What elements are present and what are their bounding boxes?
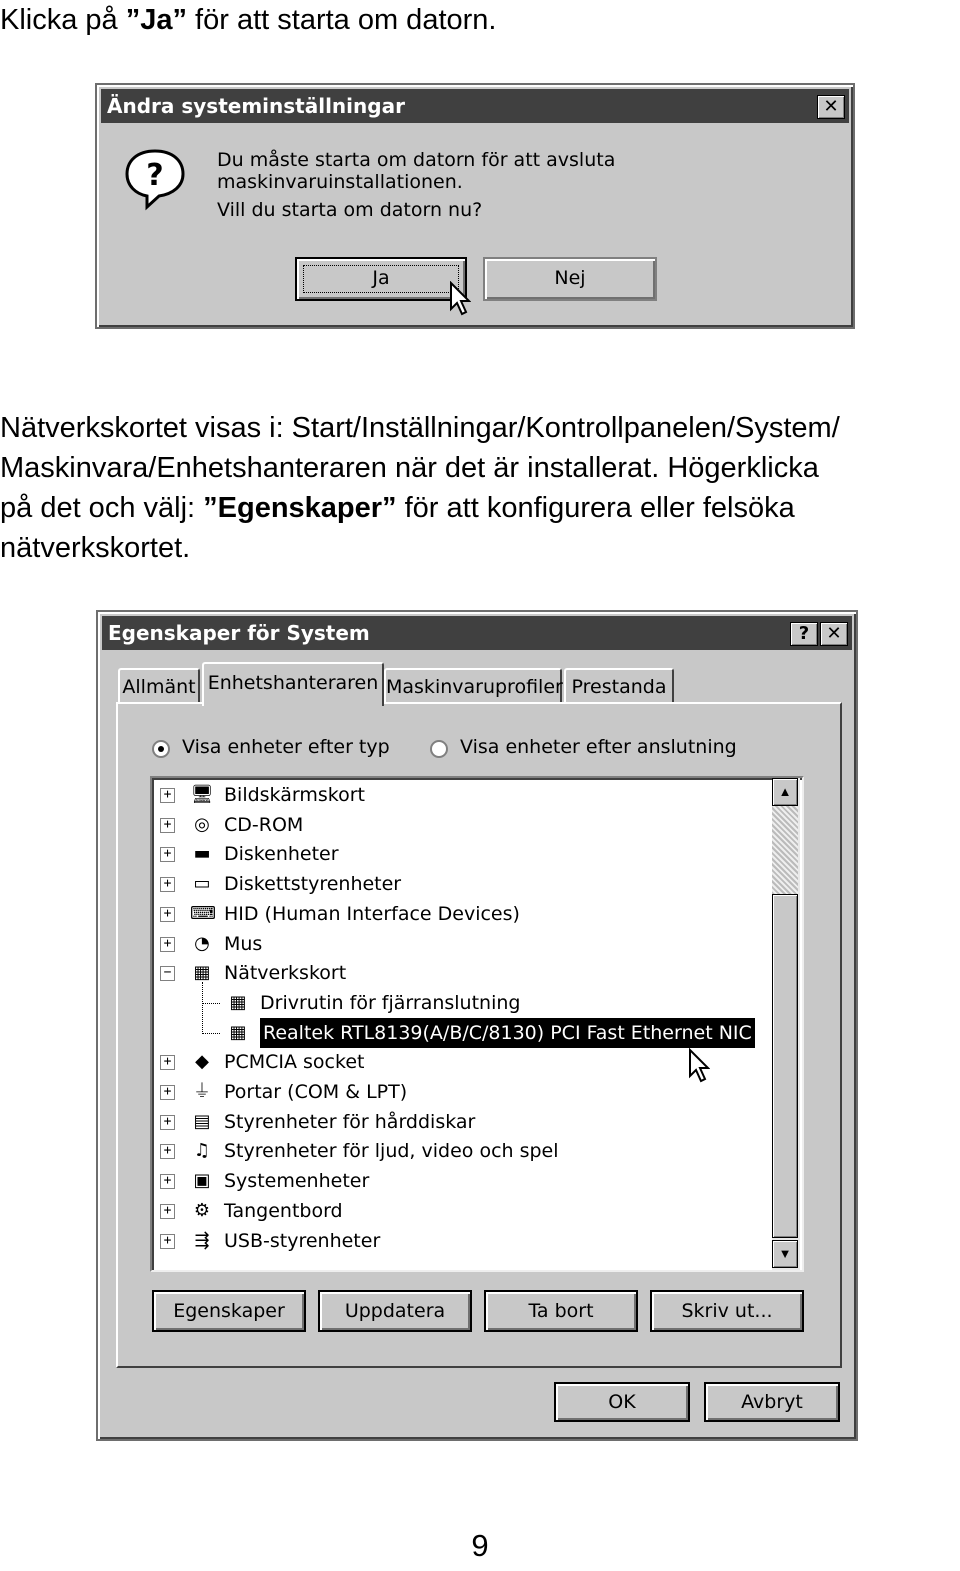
device-tree-scrollbar[interactable] xyxy=(772,778,800,1270)
expand-icon[interactable]: + xyxy=(160,1115,175,1130)
tree-item-label: Realtek RTL8139(A/B/C/8130) PCI Fast Ethernet NIC xyxy=(260,1018,755,1048)
tree-item[interactable] xyxy=(152,958,772,988)
restart-question: Vill du starta om datorn nu? xyxy=(217,199,483,221)
paragraph-line-4: nätverkskortet. xyxy=(0,532,191,564)
scroll-thumb[interactable] xyxy=(772,894,798,1238)
tree-item-label: PCMCIA socket xyxy=(224,1051,365,1074)
floppy-controller-icon: ▭ xyxy=(193,873,211,895)
radio-view-by-type-label: Visa enheter efter typ xyxy=(182,736,390,758)
tree-item[interactable] xyxy=(152,780,772,810)
expand-icon[interactable]: + xyxy=(160,1055,175,1070)
tree-item-label: USB-styrenheter xyxy=(224,1229,381,1252)
help-icon[interactable]: ? xyxy=(790,622,818,646)
paragraph-line-1: Nätverkskortet visas i: Start/Inställningar/Kontrollpanelen/System/ xyxy=(0,412,840,444)
tree-item[interactable] xyxy=(152,929,772,959)
expand-icon[interactable]: + xyxy=(160,788,175,803)
tree-item-label: Nätverkskort xyxy=(224,962,347,985)
update-button[interactable]: Uppdatera xyxy=(318,1290,472,1332)
mouse-cursor-icon xyxy=(449,281,471,317)
ok-button[interactable]: OK xyxy=(554,1382,690,1422)
expand-icon[interactable]: + xyxy=(160,937,175,952)
tree-item[interactable] xyxy=(152,1196,772,1226)
scroll-down-icon[interactable]: ▼ xyxy=(772,1240,798,1268)
restart-message: Du måste starta om datorn för att avsluta maskinvaruinstallationen. xyxy=(217,149,616,193)
mouse-cursor-icon xyxy=(688,1048,710,1084)
tree-item[interactable] xyxy=(152,899,772,929)
system-properties-title: Egenskaper för System xyxy=(108,621,370,645)
mouse-icon: ◔ xyxy=(194,932,210,954)
port-icon: ⏚ xyxy=(193,1081,211,1102)
tree-item-label: Drivrutin för fjärranslutning xyxy=(260,991,521,1014)
tree-item[interactable] xyxy=(152,1226,772,1256)
tree-connector-line xyxy=(202,1003,220,1004)
tab-allmant[interactable]: Allmänt xyxy=(118,668,200,704)
paragraph-line-2: Maskinvara/Enhetshanteraren när det är installerat. Högerklicka xyxy=(0,452,819,484)
tab-maskinvaruprofiler[interactable]: Maskinvaruprofiler xyxy=(384,668,562,704)
tree-connector-line xyxy=(202,982,203,1033)
network-card-icon: ▦ xyxy=(229,991,247,1013)
tree-item[interactable] xyxy=(152,988,772,1018)
expand-icon[interactable]: + xyxy=(160,1144,175,1159)
usb-icon: ⇶ xyxy=(194,1229,210,1251)
collapse-icon[interactable]: − xyxy=(160,966,175,981)
tree-item[interactable] xyxy=(152,1166,772,1196)
restart-dialog xyxy=(95,83,855,329)
keyboard-icon: ⚙ xyxy=(193,1199,211,1221)
system-properties-titlebar xyxy=(102,616,852,650)
close-icon[interactable]: ✕ xyxy=(817,95,845,119)
tree-item-selected[interactable] xyxy=(152,1018,772,1048)
tree-item-label: Mus xyxy=(224,932,263,955)
tree-item-label: Bildskärmskort xyxy=(224,784,365,806)
tab-enhetshanteraren[interactable]: Enhetshanteraren xyxy=(202,662,384,706)
tree-item[interactable] xyxy=(152,1107,772,1137)
intro-text: Klicka på ”Ja” för att starta om datorn. xyxy=(0,4,497,36)
tree-item-label: Systemenheter xyxy=(224,1170,370,1193)
expand-icon[interactable]: + xyxy=(160,847,175,862)
expand-icon[interactable]: + xyxy=(160,1085,175,1100)
svg-text:?: ? xyxy=(146,158,164,193)
restart-dialog-titlebar xyxy=(101,89,849,123)
tree-item-label: Portar (COM & LPT) xyxy=(224,1081,408,1103)
radio-view-by-connection-label: Visa enheter efter anslutning xyxy=(460,736,737,758)
tree-item-label: CD-ROM xyxy=(224,813,304,836)
tree-item[interactable] xyxy=(152,810,772,840)
restart-dialog-title: Ändra systeminställningar xyxy=(107,94,405,118)
tree-item[interactable] xyxy=(152,1136,772,1166)
radio-view-by-type[interactable] xyxy=(152,740,170,758)
hid-icon: ⌨ xyxy=(190,902,216,924)
expand-icon[interactable]: + xyxy=(160,1204,175,1219)
cdrom-icon: ◎ xyxy=(194,813,210,835)
system-device-icon: ▣ xyxy=(193,1170,211,1192)
sound-video-icon: ♫ xyxy=(193,1140,211,1162)
print-button[interactable]: Skriv ut... xyxy=(650,1290,804,1332)
hdd-controller-icon: ▤ xyxy=(193,1110,211,1132)
no-button[interactable]: Nej xyxy=(483,257,657,301)
expand-icon[interactable]: + xyxy=(160,877,175,892)
expand-icon[interactable]: + xyxy=(160,1174,175,1189)
scroll-track[interactable] xyxy=(772,806,798,894)
page-number: 9 xyxy=(471,1528,489,1563)
tree-connector-line xyxy=(202,1033,220,1034)
cancel-button[interactable]: Avbryt xyxy=(704,1382,840,1422)
tree-item[interactable] xyxy=(152,869,772,899)
monitor-icon: 🖥 xyxy=(190,784,214,805)
tree-item-label: Styrenheter för hårddiskar xyxy=(224,1110,476,1133)
close-icon[interactable]: ✕ xyxy=(820,622,848,646)
network-card-icon: ▦ xyxy=(193,962,211,984)
tree-item-label: Diskenheter xyxy=(224,843,339,866)
tree-item[interactable] xyxy=(152,1077,772,1107)
device-manager-panel xyxy=(116,702,842,1368)
tab-prestanda[interactable]: Prestanda xyxy=(564,668,674,704)
device-tree-rows xyxy=(152,780,772,1270)
scroll-up-icon[interactable]: ▲ xyxy=(772,778,798,806)
pcmcia-icon: ◆ xyxy=(195,1051,209,1073)
tree-item-label: HID (Human Interface Devices) xyxy=(224,902,520,925)
tree-item-label: Diskettstyrenheter xyxy=(224,873,402,896)
tree-item-label: Styrenheter för ljud, video och spel xyxy=(224,1140,559,1163)
remove-button[interactable]: Ta bort xyxy=(484,1290,638,1332)
tree-item-label: Tangentbord xyxy=(224,1199,343,1222)
expand-icon[interactable]: + xyxy=(160,907,175,922)
tree-item[interactable] xyxy=(152,1047,772,1077)
expand-icon[interactable]: + xyxy=(160,1234,175,1249)
tree-item[interactable] xyxy=(152,839,772,869)
question-icon xyxy=(123,147,187,211)
paragraph-line-3: på det och välj: ”Egenskaper” för att konfigurera eller felsöka xyxy=(0,492,795,524)
network-card-icon: ▦ xyxy=(229,1021,247,1043)
yes-button[interactable]: Ja xyxy=(295,257,467,301)
properties-button[interactable]: Egenskaper xyxy=(152,1290,306,1332)
device-tree[interactable] xyxy=(150,776,804,1272)
system-properties-dialog xyxy=(96,610,858,1441)
disk-drive-icon: ▬ xyxy=(193,843,211,865)
radio-view-by-connection[interactable] xyxy=(430,740,448,758)
expand-icon[interactable]: + xyxy=(160,818,175,833)
